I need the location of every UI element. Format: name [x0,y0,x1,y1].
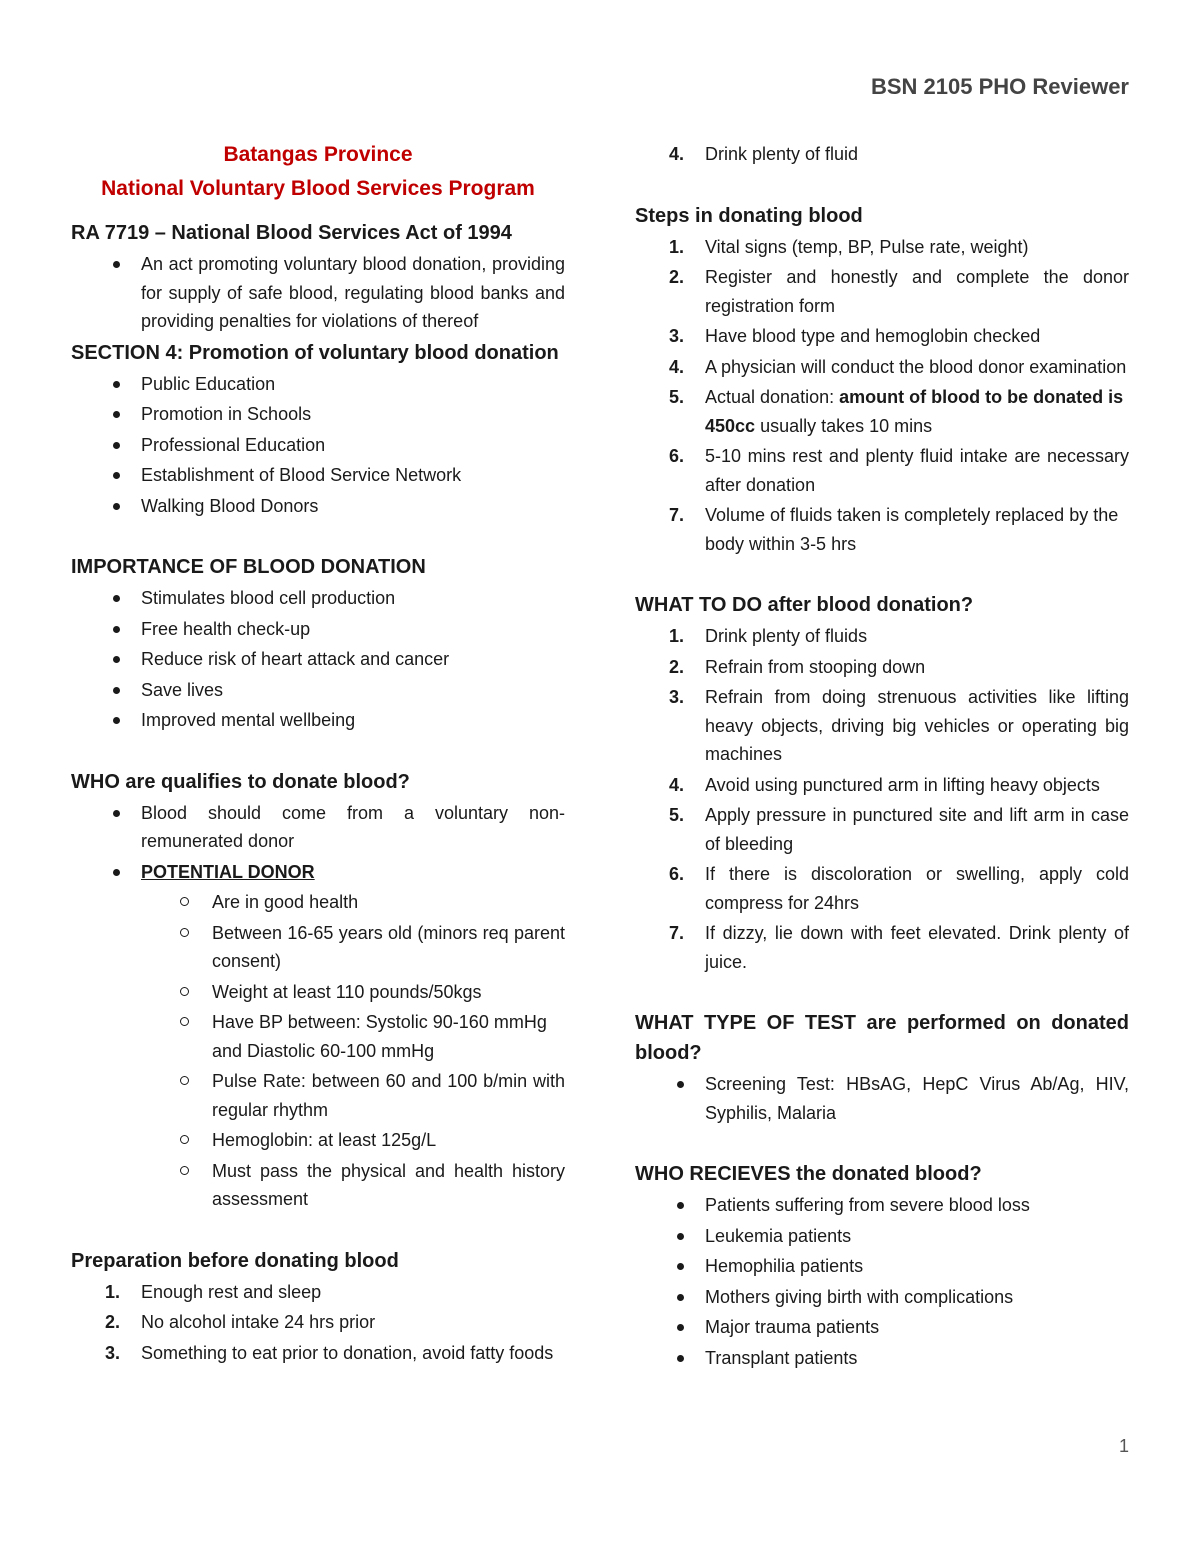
list-item: 4. Drink plenty of fluid [669,144,859,164]
list-item: 7. If dizzy, lie down with feet elevated. Drink plenty of juice. [669,923,1129,972]
bullet-icon [113,472,120,479]
importance-list [71,584,565,735]
bullet-icon [113,381,120,388]
ra-list [71,250,565,336]
list-item: 5. Actual donation: amount of blood to be donated is 450cc usually takes 10 mins [669,387,1124,436]
list-item: Must pass the physical and health history assessment [71,1157,565,1214]
list-item: 5. Apply pressure in punctured site and lift arm in case of bleeding [669,805,1129,854]
bullet-icon [113,626,120,633]
list-item: Transplant patients [635,1344,1129,1373]
circle-bullet-icon [180,897,189,906]
preparation-list-continued [635,140,1129,169]
list-item: 7. Volume of fluids taken is completely replaced by the body within 3-5 hrs [669,505,1119,554]
list-item: Save lives [71,676,565,705]
list-item: 3. Something to eat prior to donation, avoid fatty foods [105,1342,554,1363]
bullet-icon [113,503,120,510]
bullet-icon [113,595,120,602]
after-list [635,622,1129,976]
bullet-icon [677,1081,684,1088]
bullet-icon [113,810,120,817]
section4-list [71,370,565,521]
list-item: Weight at least 110 pounds/50kgs [71,978,565,1007]
list-item: Stimulates blood cell production [71,584,565,613]
list-item: Establishment of Blood Service Network [71,461,565,490]
circle-bullet-icon [180,1017,189,1026]
circle-bullet-icon [180,928,189,937]
list-item: 3. Have blood type and hemoglobin checked [669,326,1041,346]
bullet-icon [677,1294,684,1301]
bullet-icon [113,442,120,449]
list-item: Public Education [71,370,565,399]
list-item: 1. Drink plenty of fluids [669,626,868,646]
list-item: 1. Vital signs (temp, BP, Pulse rate, weight) [669,236,1029,257]
left-column [71,138,565,1369]
list-item: 4. Avoid using punctured arm in lifting heavy objects [669,774,1100,795]
potential-donor-list [71,888,565,1214]
receives-heading: WHO RECIEVES the donated blood? [635,1163,982,1185]
list-item: Between 16-65 years old (minors req parent consent) [71,919,565,976]
tests-list [635,1070,1129,1127]
bullet-icon [677,1324,684,1331]
list-item: Have BP between: Systolic 90-160 mmHg and Diastolic 60-100 mmHg [71,1008,565,1065]
list-item: 4. A physician will conduct the blood donor examination [669,356,1127,377]
list-item: Walking Blood Donors [71,492,565,521]
list-item: 6. If there is discoloration or swelling, apply cold compress for 24hrs [669,864,1129,913]
bullet-icon [113,656,120,663]
list-item [71,858,565,887]
list-item: Improved mental wellbeing [71,706,565,735]
list-item: Reduce risk of heart attack and cancer [71,645,565,674]
list-item: Hemophilia patients [635,1252,1129,1281]
list-item: 3. Refrain from doing strenuous activities like lifting heavy objects, driving big vehicles or operating big machines [669,687,1129,764]
list-item: 1. Enough rest and sleep [105,1281,322,1302]
preparation-list [71,1278,565,1368]
list-item: Major trauma patients [635,1313,1129,1342]
list-item: Free health check-up [71,615,565,644]
list-item: 2. Refrain from stooping down [669,656,926,677]
list-item: Patients suffering from severe blood loss [635,1191,1129,1220]
list-item: Hemoglobin: at least 125g/L [71,1126,565,1155]
list-item: Pulse Rate: between 60 and 100 b/min with regular rhythm [71,1067,565,1124]
list-item: 2. No alcohol intake 24 hrs prior [105,1312,376,1332]
who-qualifies-list [71,799,565,887]
list-item: 6. 5-10 mins rest and plenty fluid intake are necessary after donation [669,446,1129,495]
preparation-heading: Preparation before donating blood [71,1249,399,1272]
after-heading: WHAT TO DO after blood donation? [635,594,974,616]
bullet-icon [113,717,120,724]
list-item: Mothers giving birth with complications [635,1283,1129,1312]
document-title-line2: National Voluntary Blood Services Program [101,177,535,200]
who-qualifies-heading: WHO are qualifies to donate blood? [71,770,410,793]
bullet-icon [113,869,120,876]
bullet-icon [677,1202,684,1209]
bullet-icon [677,1263,684,1270]
page-number: 1 [1118,1436,1129,1456]
bullet-icon [113,687,120,694]
ra-heading: RA 7719 – National Blood Services Act of 1994 [71,222,512,244]
list-item: Leukemia patients [635,1222,1129,1251]
steps-heading: Steps in donating blood [635,204,863,227]
circle-bullet-icon [180,987,189,996]
list-item: Professional Education [71,431,565,460]
potential-donor-label: POTENTIAL DONOR [141,861,315,882]
circle-bullet-icon [180,1135,189,1144]
bullet-icon [113,411,120,418]
list-item: An act promoting voluntary blood donation, providing for supply of safe blood, regulating blood banks and providing penalties for violations of thereof [71,250,565,336]
bullet-icon [677,1355,684,1362]
importance-heading: IMPORTANCE OF BLOOD DONATION [71,556,426,578]
list-item: Are in good health [71,888,565,917]
list-item: Screening Test: HBsAG, HepC Virus Ab/Ag, HIV, Syphilis, Malaria [635,1070,1129,1127]
tests-heading: WHAT TYPE OF TEST are performed on donated blood? [635,1012,1129,1064]
receives-list [635,1191,1129,1372]
steps-list [635,233,1129,559]
bullet-icon [677,1233,684,1240]
right-column [635,138,1129,1374]
section4-heading: SECTION 4: Promotion of voluntary blood donation [71,341,559,364]
circle-bullet-icon [180,1076,189,1085]
running-header: BSN 2105 PHO Reviewer [870,74,1129,99]
list-item: 2. Register and honestly and complete the donor registration form [669,267,1129,316]
list-item: Blood should come from a voluntary non-remunerated donor [71,799,565,856]
bullet-icon [113,261,120,268]
document-title-line1: Batangas Province [223,143,413,166]
list-item: Promotion in Schools [71,400,565,429]
circle-bullet-icon [180,1166,189,1175]
